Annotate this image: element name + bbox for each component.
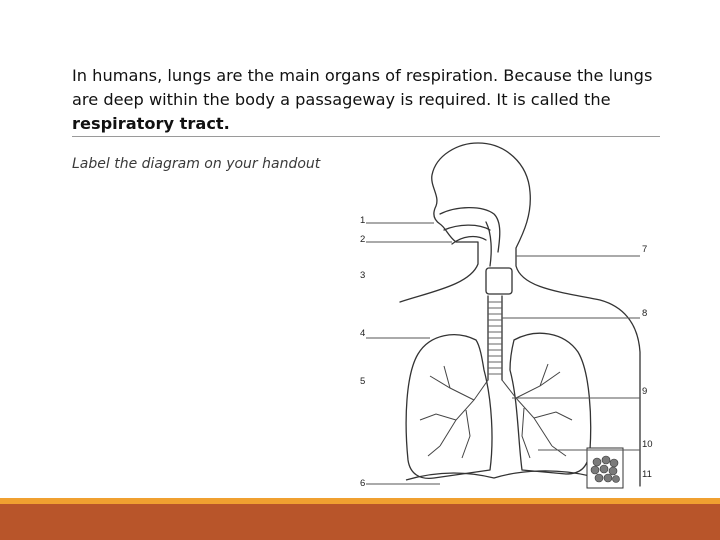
right-lung [510,333,591,474]
label-2: 2 [360,234,366,245]
label-3: 3 [360,270,366,281]
label-6: 6 [360,478,366,489]
oral-cavity [444,225,490,230]
respiratory-system-diagram [340,138,670,494]
label-7: 7 [642,244,648,255]
label-11: 11 [642,469,652,480]
intro-emphasis: respiratory tract. [72,114,230,133]
intro-paragraph [72,64,662,136]
label-10: 10 [642,439,653,450]
footer-stripe-dark [0,504,720,540]
label-4: 4 [360,328,366,339]
intro-text: In humans, lungs are the main organs of respiration. Because the lungs are deep within the body a passageway is required. It is called the [72,66,653,109]
label-1: 1 [360,215,366,226]
bronchial-tree [420,364,572,458]
tongue [452,237,486,244]
left-lung [406,335,492,479]
larynx [486,268,512,294]
alveoli-inset [587,448,623,488]
body-outline [400,143,640,486]
label-8: 8 [642,308,648,319]
trachea-rings [488,302,502,374]
divider-line [72,136,660,137]
label-5: 5 [360,376,366,387]
instruction-text: Label the diagram on your handout [72,156,321,172]
label-9: 9 [642,386,648,397]
